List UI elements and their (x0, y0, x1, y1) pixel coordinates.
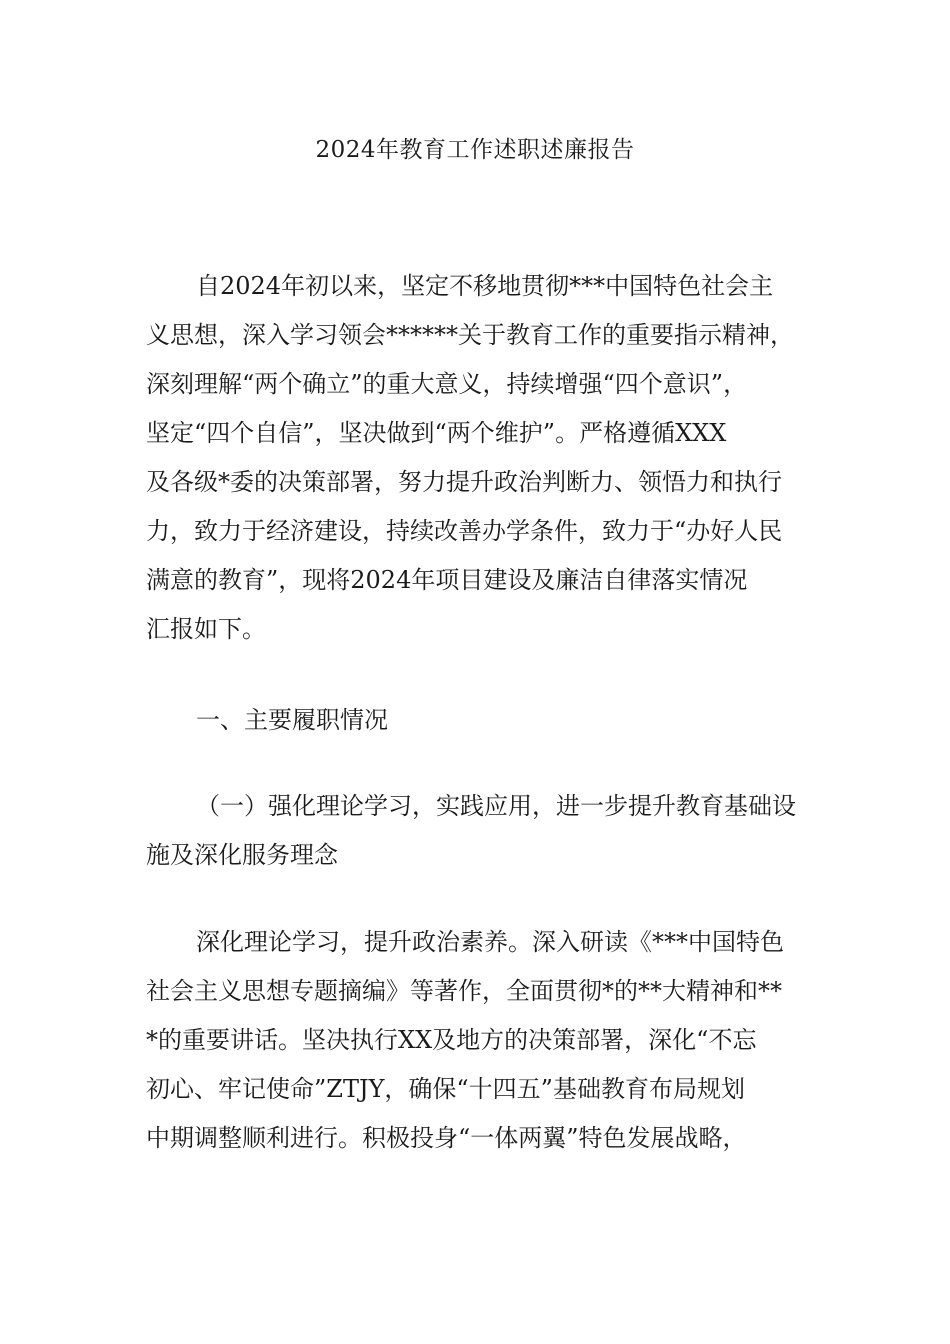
paragraph-line: 初心、牢记使命”ZTJY，确保“十四五”基础教育布局规划 (146, 1075, 745, 1103)
section-heading (146, 696, 826, 745)
paragraph-line: 自2024年初以来，坚定不移地贯彻***中国特色社会主 (196, 272, 774, 300)
paragraph-line: 社会主义思想专题摘编》等著作，全面贯彻*的**大精神和** (146, 977, 782, 1005)
paragraph-line: 及各级*委的决策部署，努力提升政治判断力、领悟力和执行 (146, 468, 782, 496)
body-paragraph (146, 918, 826, 1163)
document-title: 2024年教育工作述职述廉报告 (315, 137, 635, 163)
paragraph-line: *的重要讲话。坚决执行XX及地方的决策部署，深化“不忘 (146, 1026, 757, 1054)
section-heading-text: 一、主要履职情况 (196, 706, 388, 734)
paragraph-line: 坚定“四个自信”，坚决做到“两个维护”。严格遵循XXX (146, 419, 727, 447)
paragraph-line: 中期调整顺利进行。积极投身“一体两翼”特色发展战略， (146, 1124, 747, 1152)
paragraph-line: 满意的教育”，现将2024年项目建设及廉洁自律落实情况 (146, 566, 748, 594)
paragraph-line: （一）强化理论学习，实践应用，进一步提升教育基础设 (196, 792, 796, 820)
subsection-heading (146, 782, 826, 880)
paragraph-line: 深化理论学习，提升政治素养。深入研读《***中国特色 (196, 928, 784, 956)
paragraph-line: 施及深化服务理念 (146, 841, 338, 869)
paragraph-line: 义思想，深入学习领会******关于教育工作的重要指示精神， (146, 321, 794, 349)
paragraph-line: 深刻理解“两个确立”的重大意义，持续增强“四个意识”， (146, 370, 748, 398)
paragraph-line: 汇报如下。 (146, 615, 266, 643)
intro-paragraph (146, 262, 826, 654)
paragraph-line: 力，致力于经济建设，持续改善办学条件，致力于“办好人民 (146, 517, 783, 545)
